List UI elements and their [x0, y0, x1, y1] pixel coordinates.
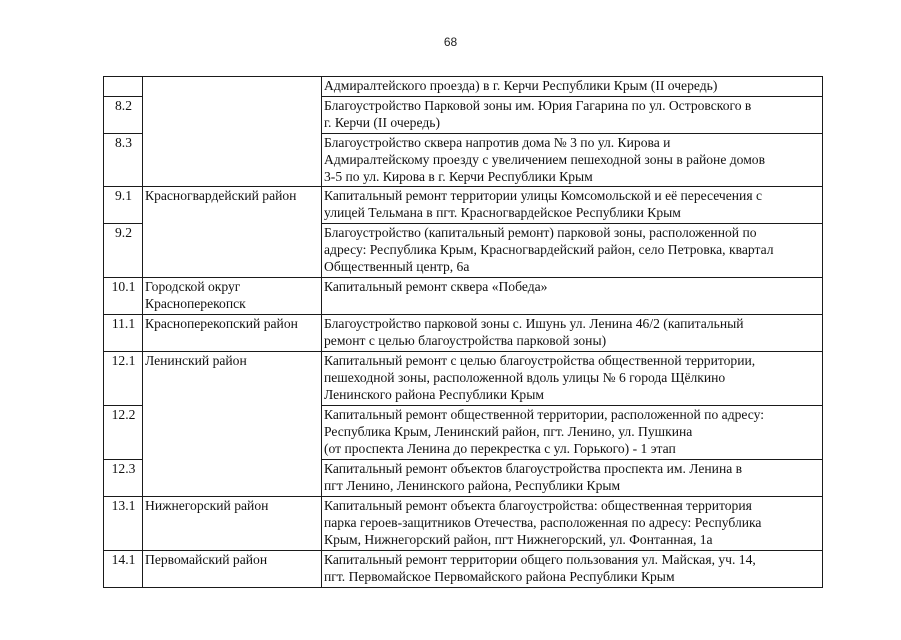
- row-description: [322, 497, 823, 551]
- description-line: Капитальный ремонт общественной территории, расположенной по адресу:: [324, 407, 765, 422]
- description-line: Капитальный ремонт территории общего пользования ул. Майская, уч. 14,: [324, 552, 756, 567]
- row-area: [143, 97, 322, 134]
- table-row: [104, 497, 823, 551]
- row-area: Нижнегорский район: [143, 497, 322, 551]
- row-area: Ленинский район: [143, 352, 322, 406]
- table-row: [104, 352, 823, 406]
- row-number: 9.1: [104, 187, 143, 224]
- row-area: Красногвардейский район: [143, 187, 322, 224]
- row-number: [104, 77, 143, 97]
- area-label: Красноперекопский район: [145, 316, 298, 331]
- description-line: Адмиралтейскому проезду с увеличением пешеходной зоны в районе домов: [324, 152, 766, 167]
- description-line: 3-5 по ул. Кирова в г. Керчи Республики Крым: [324, 169, 593, 184]
- row-description: [322, 278, 823, 315]
- description-line: Республика Крым, Ленинский район, пгт. Ленино, ул. Пушкина: [324, 424, 693, 439]
- row-description: [322, 460, 823, 497]
- description-line: Благоустройство сквера напротив дома № 3 по ул. Кирова и: [324, 135, 671, 150]
- row-area: [143, 406, 322, 460]
- row-number: 12.2: [104, 406, 143, 460]
- table-row: [104, 406, 823, 460]
- row-description: [322, 551, 823, 588]
- row-description: [322, 187, 823, 224]
- row-area: Первомайский район: [143, 551, 322, 588]
- row-number: 13.1: [104, 497, 143, 551]
- description-line: Капитальный ремонт с целью благоустройства общественной территории,: [324, 353, 756, 368]
- row-description: [322, 77, 823, 97]
- description-line: парка героев-защитников Отечества, расположенная по адресу: Республика: [324, 515, 762, 530]
- row-description: [322, 224, 823, 278]
- page-number: 68: [443, 35, 458, 49]
- row-number: 14.1: [104, 551, 143, 588]
- row-area: [143, 315, 322, 352]
- row-description: [322, 352, 823, 406]
- description-line: Крым, Нижнегорский район, пгт Нижнегорский, ул. Фонтанная, 1а: [324, 532, 713, 547]
- description-line: пешеходной зоны, расположенной вдоль улицы № 6 города Щёлкино: [324, 370, 726, 385]
- row-number: 8.3: [104, 134, 143, 187]
- table-row: [104, 278, 823, 315]
- row-number: 8.2: [104, 97, 143, 134]
- description-line: г. Керчи (II очередь): [324, 115, 440, 130]
- table-row: [104, 224, 823, 278]
- row-area: [143, 460, 322, 497]
- row-number: 11.1: [104, 315, 143, 352]
- table-row: [104, 460, 823, 497]
- description-line: Благоустройство парковой зоны с. Ишунь ул. Ленина 46/2 (капитальный: [324, 316, 744, 331]
- table-row: [104, 187, 823, 224]
- table-row: [104, 315, 823, 352]
- description-line: Капитальный ремонт территории улицы Комсомольской и её пересечения с: [324, 188, 763, 203]
- description-line: Капитальный ремонт сквера «Победа»: [324, 279, 548, 294]
- description-line: пгт. Первомайское Первомайского района Республики Крым: [324, 569, 675, 584]
- projects-table: [103, 76, 823, 588]
- description-line: Капитальный ремонт объектов благоустройства проспекта им. Ленина в: [324, 461, 743, 476]
- description-line: пгт Ленино, Ленинского района, Республики Крым: [324, 478, 621, 493]
- description-line: Благоустройство (капитальный ремонт) парковой зоны, расположенной по: [324, 225, 757, 240]
- description-line: улицей Тельмана в пгт. Красногвардейское Республики Крым: [324, 205, 681, 220]
- row-number: 12.3: [104, 460, 143, 497]
- description-line: Общественный центр, 6а: [324, 259, 470, 274]
- description-line: Адмиралтейского проезда) в г. Керчи Республики Крым (II очередь): [324, 78, 718, 93]
- description-line: Благоустройство Парковой зоны им. Юрия Гагарина по ул. Островского в: [324, 98, 752, 113]
- description-line: Ленинского района Республики Крым: [324, 387, 544, 402]
- row-number: 10.1: [104, 278, 143, 315]
- table-row: [104, 97, 823, 134]
- row-description: [322, 97, 823, 134]
- description-line: (от проспекта Ленина до перекрестка с ул. Горького) - 1 этап: [324, 441, 676, 456]
- row-number: 12.1: [104, 352, 143, 406]
- description-line: ремонт с целью благоустройства парковой зоны): [324, 333, 607, 348]
- row-description: [322, 134, 823, 187]
- description-line: адресу: Республика Крым, Красногвардейский район, село Петровка, квартал: [324, 242, 774, 257]
- row-area: [143, 77, 322, 97]
- table-row: [104, 551, 823, 588]
- row-description: [322, 406, 823, 460]
- table-row: [104, 77, 823, 97]
- row-area: [143, 134, 322, 187]
- row-area: [143, 224, 322, 278]
- table-row: [104, 134, 823, 187]
- row-area: Городской округ Красноперекопск: [143, 278, 322, 315]
- description-line: Капитальный ремонт объекта благоустройства: общественная территория: [324, 498, 752, 513]
- row-description: [322, 315, 823, 352]
- row-number: 9.2: [104, 224, 143, 278]
